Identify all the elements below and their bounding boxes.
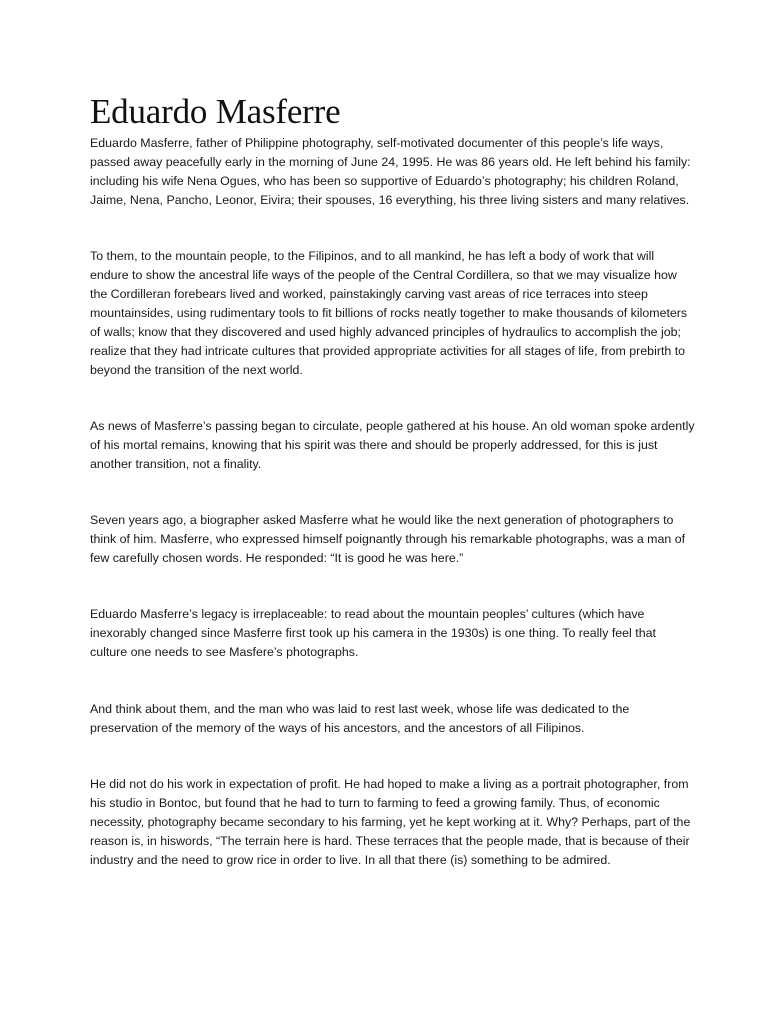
- paragraph-2: To them, to the mountain people, to the Filipinos, and to all mankind, he has left a body of work that will endure to show the ancestral life ways of the people of the Central Cordillera, so that we may visualize how the Cordilleran forebears lived and worked, painstakingly carving vast areas of rice terraces into steep mountainsides, using rudimentary tools to fit billions of rocks neatly together to make thousands of kilometers of walls; know that they discovered and used highly advanced principles of hydraulics to accomplish the job; realize that they had intricate cultures that provided appropriate activities for all stages of life, from prebirth to beyond the transition of the next world.: [90, 249, 688, 377]
- document-title: Eduardo Masferre: [90, 92, 341, 131]
- paragraph-5: Eduardo Masferre’s legacy is irreplaceable: to read about the mountain peoples’ cultures (which have inexorably changed since Masferre first took up his camera in the 1930s) is one thing. To really feel that culture one needs to see Masfere’s photographs.: [90, 607, 656, 660]
- paragraph-7: He did not do his work in expectation of profit. He had hoped to make a living as a portrait photographer, from his studio in Bontoc, but found that he had to turn to farming to feed a growing family. Thus, of economic necessity, photography became secondary to his farming, yet he kept working at it. Why? Perhaps, part of the reason is, in hiswords, “The terrain here is hard. These terraces that the people made, that is because of their industry and the need to grow rice in order to live. In all that there (is) something to be admired.: [90, 776, 691, 867]
- paragraph-3: As news of Masferre’s passing began to circulate, people gathered at his house. An old woman spoke ardently of his mortal remains, knowing that his spirit was there and should be properly addressed, for this is just another transition, not a finality.: [90, 418, 695, 471]
- paragraph-1: Eduardo Masferre, father of Philippine photography, self-motivated documenter of this people’s life ways, passed away peacefully early in the morning of June 24, 1995. He was 86 years old. He left behind his family: including his wife Nena Ogues, who has been so supportive of Eduardo’s photography; his children Roland, Jaime, Nena, Pancho, Leonor, Eivira; their spouses, 16 everything, his three living sisters and many relatives.: [90, 136, 691, 207]
- document-body: [90, 134, 695, 907]
- paragraph-6: And think about them, and the man who was laid to rest last week, whose life was dedicated to the preservation of the memory of the ways of his ancestors, and the ancestors of all Filipinos.: [90, 701, 630, 735]
- paragraph-4: Seven years ago, a biographer asked Masferre what he would like the next generation of photographers to think of him. Masferre, who expressed himself poignantly through his remarkable photographs, was a man of few carefully chosen words. He responded: “It is good he was here.”: [90, 513, 686, 565]
